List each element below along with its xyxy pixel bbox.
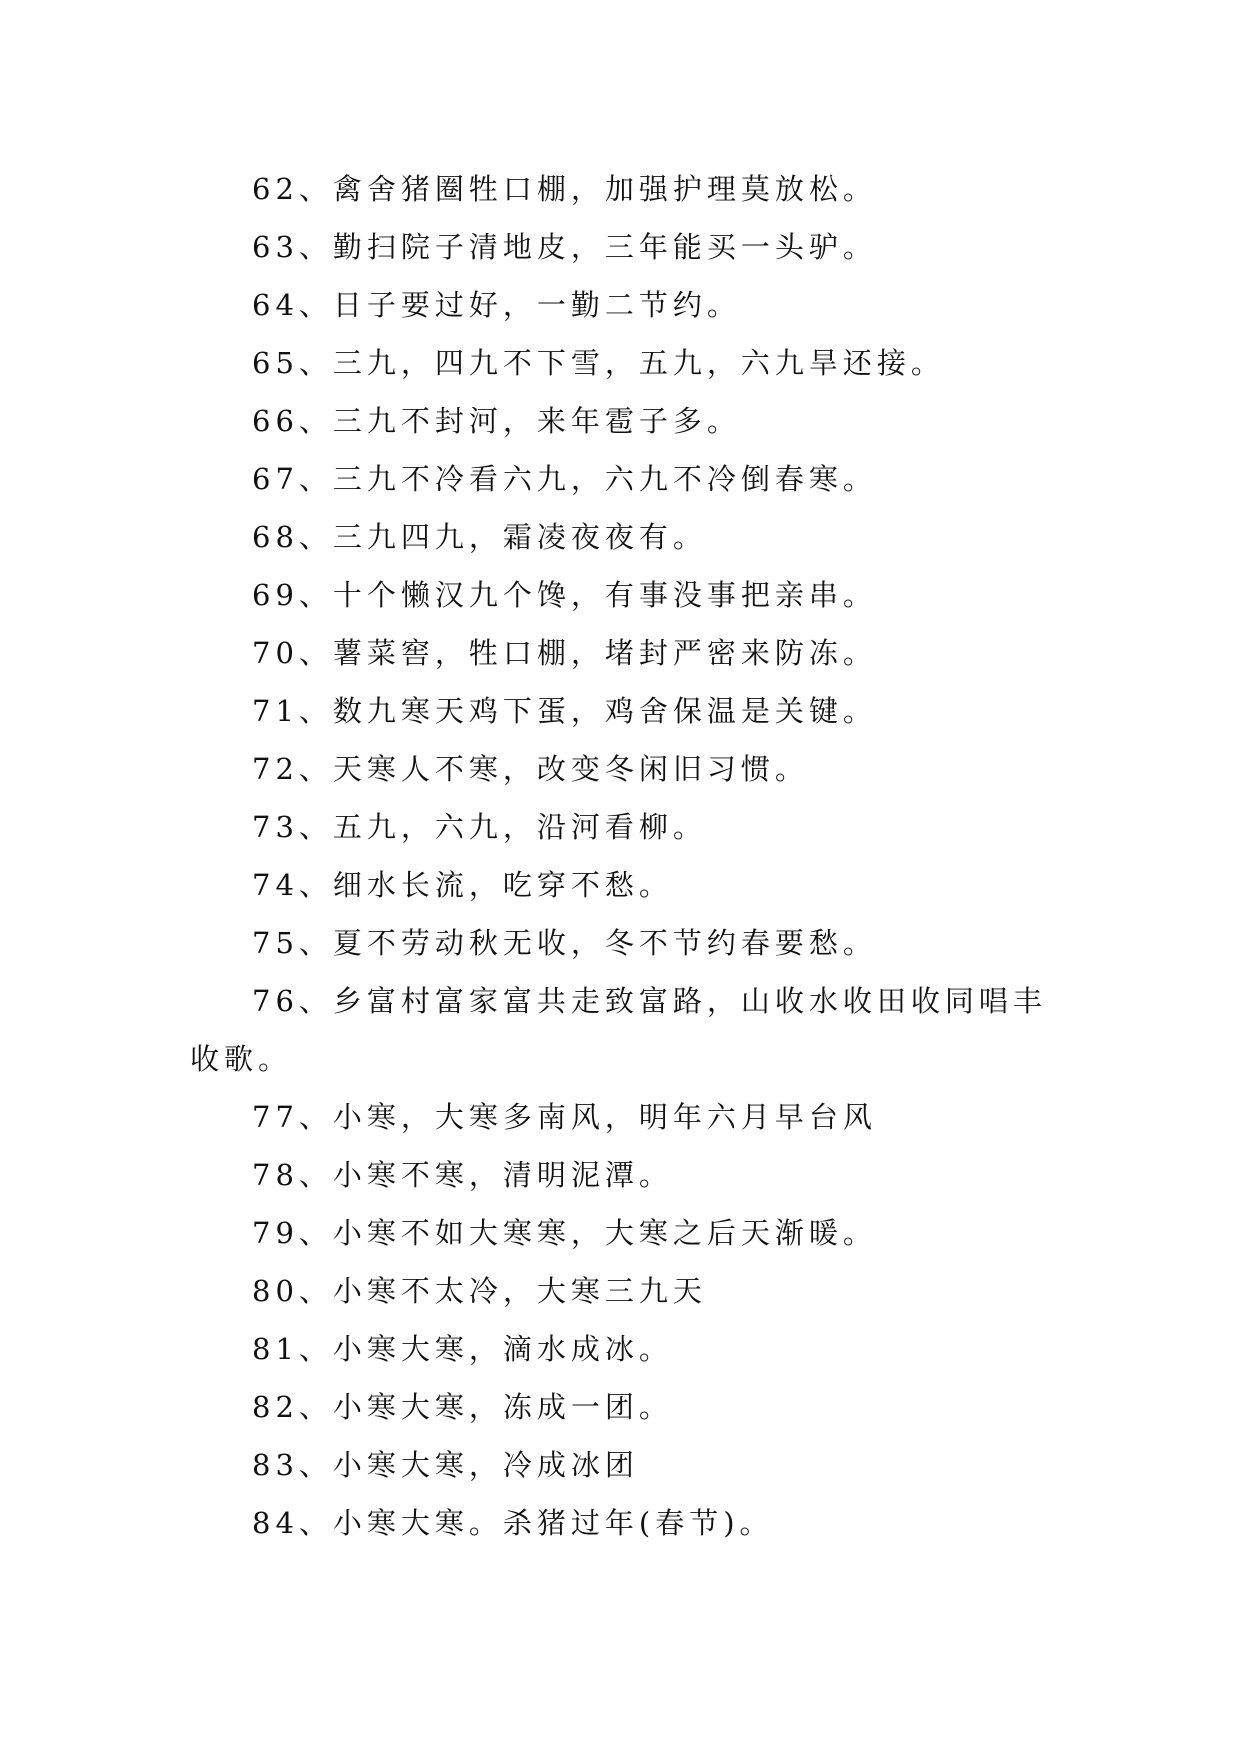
proverb-line: 77、小寒，大寒多南风，明年六月早台风 [252, 1100, 877, 1134]
proverb-line: 62、禽舍猪圈牲口棚，加强护理莫放松。 [252, 172, 877, 206]
proverb-line: 83、小寒大寒，冷成冰团 [252, 1448, 639, 1482]
proverb-line: 63、勤扫院子清地皮，三年能买一头驴。 [252, 230, 877, 264]
proverb-list [190, 160, 1070, 1552]
proverb-line: 81、小寒大寒，滴水成冰。 [252, 1332, 673, 1366]
proverb-line: 64、日子要过好，一勤二节约。 [252, 288, 741, 322]
proverb-line: 79、小寒不如大寒寒，大寒之后天渐暖。 [252, 1216, 877, 1250]
proverb-line: 80、小寒不太冷，大寒三九天 [252, 1274, 707, 1308]
proverb-line: 76、乡富村富家富共走致富路，山收水收田收同唱丰收歌。 [190, 984, 1047, 1076]
proverb-line: 84、小寒大寒。杀猪过年(春节)。 [252, 1506, 774, 1540]
proverb-line: 78、小寒不寒，清明泥潭。 [252, 1158, 673, 1192]
proverb-line: 66、三九不封河，来年雹子多。 [252, 404, 741, 438]
proverb-line: 82、小寒大寒，冻成一团。 [252, 1390, 673, 1424]
proverb-line: 65、三九，四九不下雪，五九，六九旱还接。 [252, 346, 945, 380]
proverb-line: 69、十个懒汉九个馋，有事没事把亲串。 [252, 578, 877, 612]
proverb-line: 75、夏不劳动秋无收，冬不节约春要愁。 [252, 926, 877, 960]
proverb-line: 68、三九四九，霜凌夜夜有。 [252, 520, 707, 554]
proverb-line: 70、薯菜窖，牲口棚，堵封严密来防冻。 [252, 636, 877, 670]
proverb-line: 67、三九不冷看六九，六九不冷倒春寒。 [252, 462, 877, 496]
proverb-line: 73、五九，六九，沿河看柳。 [252, 810, 707, 844]
proverb-line: 74、细水长流，吃穿不愁。 [252, 868, 673, 902]
proverb-line: 71、数九寒天鸡下蛋，鸡舍保温是关键。 [252, 694, 877, 728]
proverb-line: 72、天寒人不寒，改变冬闲旧习惯。 [252, 752, 809, 786]
